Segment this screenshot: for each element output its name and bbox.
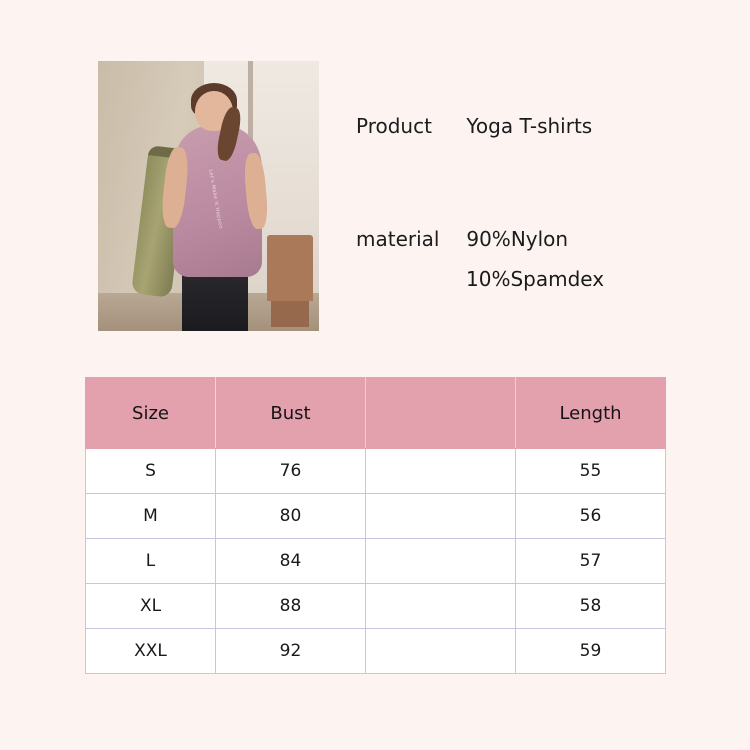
table-row (86, 629, 666, 674)
material-value-second-line: 10%Spamdex (466, 267, 605, 291)
product-info (356, 106, 726, 299)
table-row (86, 449, 666, 494)
material-row (356, 219, 726, 259)
table-header-row (86, 378, 666, 449)
cell-blank (366, 494, 516, 539)
product-photo (98, 61, 319, 331)
cell-length: 59 (516, 629, 666, 674)
cell-size: L (86, 539, 216, 584)
top-section (0, 0, 750, 360)
product-row (356, 106, 726, 146)
cell-length: 55 (516, 449, 666, 494)
cell-size: XL (86, 584, 216, 629)
table-row (86, 494, 666, 539)
size-chart-header (86, 378, 666, 449)
cell-size: XXL (86, 629, 216, 674)
table-row (86, 539, 666, 584)
cell-bust: 76 (216, 449, 366, 494)
column-header-blank (366, 378, 516, 449)
column-header-bust: Bust (216, 378, 366, 449)
shirt-print-text: Let's Make It Happen (206, 169, 224, 230)
photo-chair (267, 235, 313, 301)
material-value: 90%Nylon (466, 227, 569, 251)
cell-size: M (86, 494, 216, 539)
cell-size: S (86, 449, 216, 494)
cell-blank (366, 539, 516, 584)
cell-bust: 84 (216, 539, 366, 584)
cell-bust: 88 (216, 584, 366, 629)
table-row (86, 584, 666, 629)
size-chart-body (86, 449, 666, 674)
product-value: Yoga T-shirts (466, 114, 593, 138)
cell-bust: 80 (216, 494, 366, 539)
column-header-size: Size (86, 378, 216, 449)
cell-blank (366, 584, 516, 629)
cell-blank (366, 449, 516, 494)
cell-length: 56 (516, 494, 666, 539)
cell-blank (366, 629, 516, 674)
cell-bust: 92 (216, 629, 366, 674)
cell-length: 57 (516, 539, 666, 584)
product-label: Product (356, 114, 432, 138)
column-header-length: Length (516, 378, 666, 449)
material-label: material (356, 227, 440, 251)
size-chart-table (85, 377, 666, 674)
cell-length: 58 (516, 584, 666, 629)
